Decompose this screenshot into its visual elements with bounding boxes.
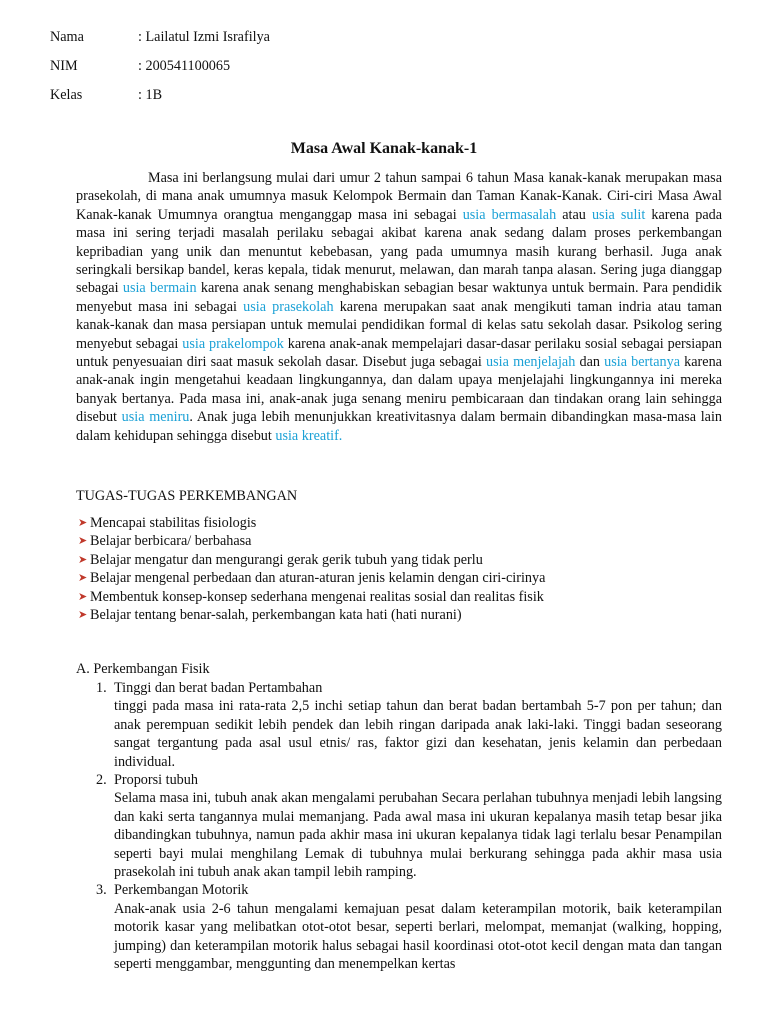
identity-label: Nama [50,29,84,45]
task-text: Belajar mengatur dan mengurangi gerak gerik tubuh yang tidak perlu [90,551,483,568]
highlight-term: usia bertanya [604,354,680,371]
list-item [78,569,545,587]
identity-row-nim [50,57,230,75]
arrow-bullet-icon: ➤ [78,553,88,566]
tasks-heading: TUGAS-TUGAS PERKEMBANGAN [76,488,298,504]
paragraph-text: karena pada masa ini sering terjadi masalah perilaku sebagai akibat karena anak sedang dalam proses perkembangan kepribadian yang unik dan menuntut kebebasan, yang pada umumnya masih kurang berhasil. Juga anak seringkali bersikap bandel, keras kepala, tidak menurut, melawan, dan marah tanpa alasan. Sering juga dianggap sebagai [76,206,723,297]
tasks-list [78,514,545,624]
arrow-bullet-icon: ➤ [78,572,88,585]
item-body: Selama masa ini, tubuh anak akan mengalami perubahan Secara perlahan tubuhnya menjadi lebih langsing dan kaki serta tangannya mulai memanjang. Pada awal masa ini ukuran kepalanya masih tetap besar jika dibandingkan tubuhnya, namun pada akhir masa ini ukuran kepalanya tidak lagi terlalu besar Penampilan seperti bayi mulai menghilang Lemak di tubuhnya mulai berkurang sehingga pada akhir masa usia prasekolah ini tubuh anak akan tampil lebih ramping. [114,790,722,881]
page-title: Masa Awal Kanak-kanak-1 [290,140,478,157]
task-text: Belajar tentang benar-salah, perkembangan kata hati (hati nurani) [90,606,462,623]
list-item [78,514,545,532]
list-item [78,606,545,624]
paragraph-text: karena merupakan saat anak mengikuti taman indria atau taman kanak-kanak dan masa persiapan untuk memulai pendidikan formal di kelas satu sekolah dasar. Psikolog sering menyebut sebagai [76,298,722,352]
task-text: Belajar berbicara/ berbahasa [90,533,252,550]
arrow-bullet-icon: ➤ [78,590,88,603]
task-text: Membentuk konsep-konsep sederhana mengenai realitas sosial dan realitas fisik [90,588,544,605]
item-title-text: Perkembangan Motorik [114,882,249,899]
list-item [78,551,545,569]
paragraph-text: atau [556,206,592,223]
paragraph-text: Masa ini berlangsung mulai dari umur 2 tahun sampai 6 tahun Masa kanak-kanak merupakan masa prasekolah, di mana anak umumnya masuk Kelompok Bermain dan Taman Kanak-Kanak. Ciri-ciri Masa Awal Kanak-kanak Umumnya orangtua menganggap masa ini sebagai [76,170,722,223]
highlight-term: usia bermain [122,280,197,297]
highlight-term: usia prasekolah [243,298,334,315]
identity-label: NIM [50,58,78,74]
item-title-text: Tinggi dan berat badan Pertambahan [114,680,323,696]
highlight-term: usia prakelompok [182,335,284,352]
paragraph-text: karena anak senang menghabiskan sebagian besar waktunya untuk bermain. Para pendidik menyebut masa ini sebagai [76,280,722,315]
identity-value: : Lailatul Izmi Israfilya [138,29,270,45]
item-number: 1. [96,680,107,696]
highlight-term: usia kreatif. [275,427,343,444]
identity-row-nama [50,28,270,46]
item-number: 2. [96,772,107,789]
identity-row-kelas [50,86,162,104]
item-title [96,771,722,789]
list-item [96,679,722,771]
paragraph-text: dan [575,354,605,371]
task-text: Belajar mengenal perbedaan dan aturan-aturan jenis kelamin dengan ciri-cirinya [90,570,546,587]
list-item [96,771,722,881]
intro-paragraph [76,169,722,445]
highlight-term: usia bermasalah [462,206,557,223]
task-text: Mencapai stabilitas fisiologis [90,515,257,531]
paragraph-text: karena anak-anak ingin mengetahui keadaan lingkungannya, dan dalam upaya menjelajahi lingkungannya ini mereka banyak bertanya. Pada masa ini, anak-anak juga senang meniru pembicaraan dan tindakan orang lain sehingga disebut [76,354,722,426]
arrow-bullet-icon: ➤ [78,608,88,621]
highlight-term: usia menjelajah [486,354,576,371]
list-item [78,532,545,550]
list-item [96,881,722,973]
highlight-term: usia sulit [591,206,646,223]
item-title [96,881,722,899]
paragraph-text: . Anak juga lebih menunjukkan kreativitasnya dalam bermain dibandingkan masa-masa lain dalam kehidupan sehingga disebut [76,409,722,444]
paragraph-text: karena anak-anak mempelajari dasar-dasar perilaku sosial sebagai persiapan untuk penyesuaian diri saat masuk sekolah dasar. Disebut juga sebagai [76,335,722,371]
arrow-bullet-icon: ➤ [78,535,88,548]
identity-value: : 1B [138,87,163,103]
section-a-heading: A. Perkembangan Fisik [76,661,210,677]
highlight-term: usia meniru [121,409,190,426]
item-body: Anak-anak usia 2-6 tahun mengalami kemajuan pesat dalam keterampilan motorik, baik keterampilan motorik kasar yang melibatkan otot-otot besar, seperti berlari, melompat, memanjat (walking, hopping, jumping) dan keterampilan motorik halus sebagai hasil koordinasi otot-otot kecil dengan mata dan tangan seperti menggambar, menggunting dan menempelkan kertas [114,900,722,973]
list-item [78,588,545,606]
item-title [96,679,722,697]
identity-label: Kelas [50,87,83,103]
item-number: 3. [96,882,107,899]
item-title-text: Proporsi tubuh [114,772,198,789]
numbered-list [96,679,722,974]
item-body: tinggi pada masa ini rata-rata 2,5 inchi setiap tahun dan berat badan bertambah 5-7 pon per tahun; dan anak perempuan sedikit lebih pendek dan lebih ringan daripada anak laki-laki. Tinggi badan seseorang sangat tergantung pada asal usul etnis/ ras, faktor gizi dan kesehatan, jenis kelamin dan perbedaan individual. [114,698,722,770]
identity-value: : 200541100065 [138,58,231,74]
arrow-bullet-icon: ➤ [78,517,88,529]
